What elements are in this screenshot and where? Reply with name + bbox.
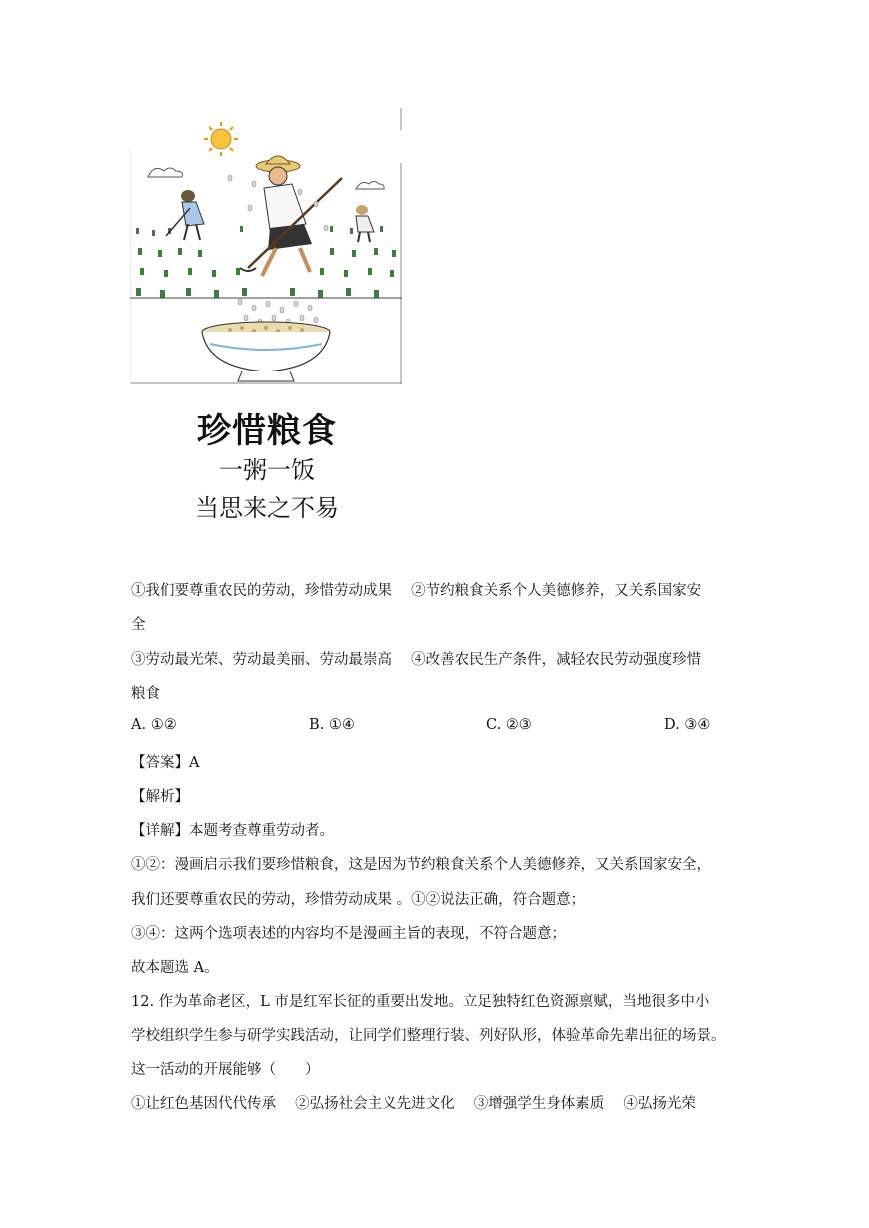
statement-line: ①我们要尊重农民的劳动，珍惜劳动成果 ②节约粮食关系个人美德修养，又关系国家安 — [131, 583, 702, 599]
explanation-line: ③④：这两个选项表述的内容均不是漫画主旨的表现，不符合题意； — [131, 926, 566, 942]
statement-line: ③劳动最光荣、劳动最美丽、劳动最崇高 ④改善农民生产条件，减轻农民劳动强度珍惜 — [131, 652, 702, 668]
explanation-line: 故本题选 A。 — [131, 960, 219, 976]
farmer-right — [356, 205, 374, 242]
cartoon-title: 珍惜粮食 — [197, 411, 337, 451]
farmer-left — [166, 190, 204, 240]
rice-bowl-icon — [202, 322, 330, 381]
answer: 【答案】A — [131, 755, 200, 771]
explanation-line: ①②：漫画启示我们要珍惜粮食，这是因为节约粮食关系个人美德修养，又关系国家安全， — [131, 857, 711, 873]
detail-line: 【详解】本题考查尊重劳动者。 — [131, 823, 334, 839]
explanation-line: 我们还要尊重农民的劳动，珍惜劳动成果 。①②说法正确，符合题意； — [131, 892, 586, 908]
statement-line: 粮食 — [131, 686, 160, 702]
question12-line: ①让红色基因代代传承 ②弘扬社会主义先进文化 ③增强学生身体素质 ④弘扬光荣 — [131, 1096, 696, 1112]
option-d: D. ③④ — [664, 717, 711, 733]
option-a: A. ①② — [131, 717, 177, 733]
question12-line: 这一活动的开展能够（ ） — [131, 1062, 320, 1078]
option-b: B. ①④ — [309, 717, 355, 733]
question12-line: 12. 作为革命老区，L 市是红军长征的重要出发地。立足独特红色资源禀赋，当地很多中小 — [131, 994, 710, 1010]
statement-line: 全 — [131, 617, 146, 633]
question12-line: 学校组织学生参与研学实践活动，让同学们整理行装、列好队形，体验革命先辈出征的场景。 — [131, 1028, 726, 1044]
farmer-main — [240, 156, 342, 276]
cartoon-caption-line1: 一粥一饭 — [219, 456, 315, 484]
option-c: C. ②③ — [486, 717, 532, 733]
farmers-cartoon — [130, 108, 404, 384]
cartoon-caption-line2: 当思来之不易 — [195, 494, 339, 522]
cartoon-illustration — [130, 108, 404, 384]
sun-icon — [204, 122, 238, 156]
analysis-heading: 【解析】 — [131, 789, 189, 805]
